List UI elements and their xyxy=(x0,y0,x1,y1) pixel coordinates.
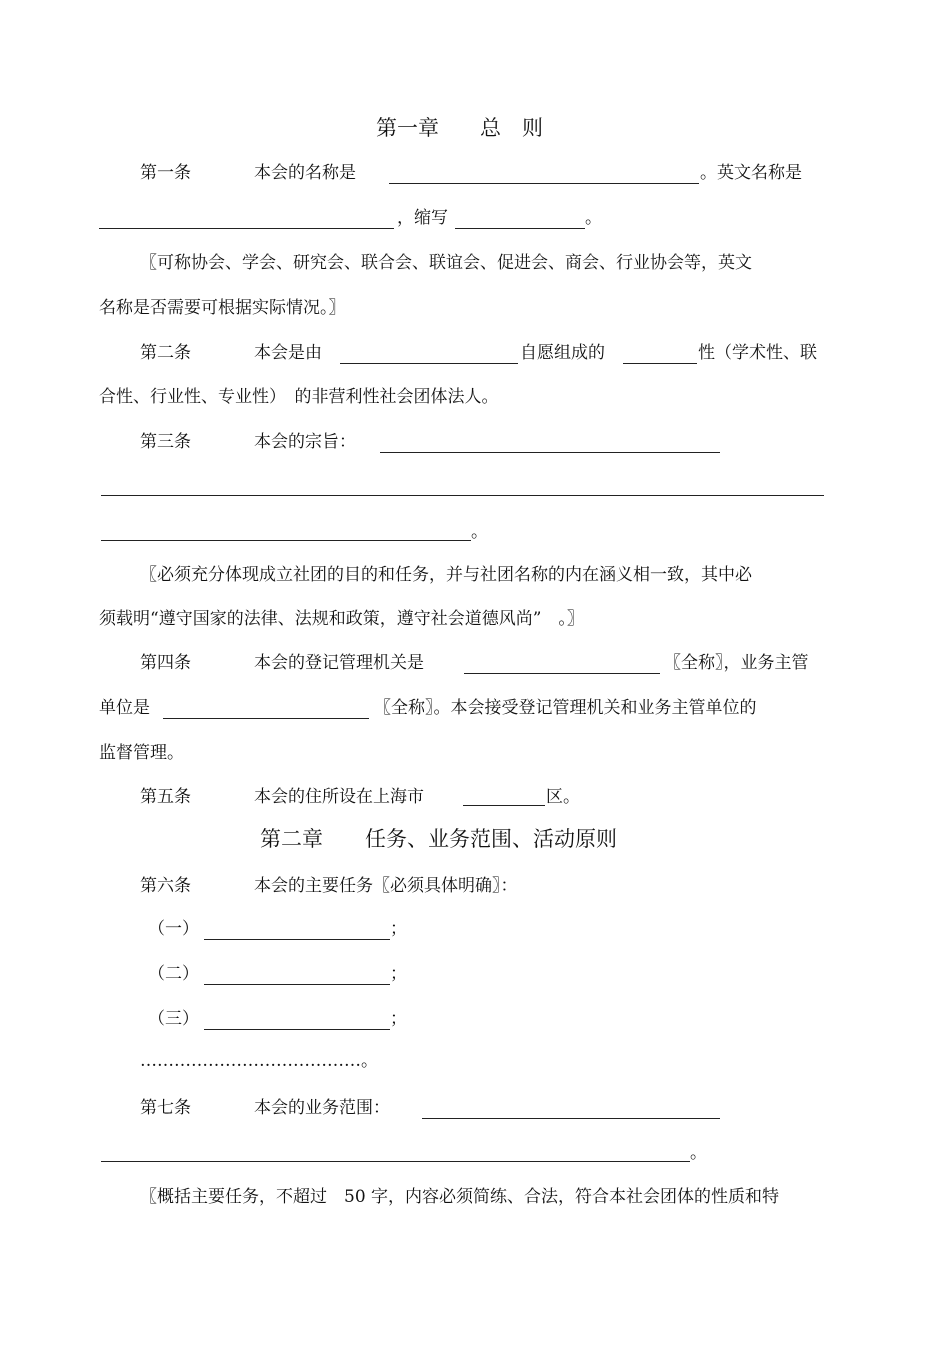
blank-business-scope-2[interactable] xyxy=(101,1161,690,1162)
article3-end: 。 xyxy=(471,522,488,542)
article3-note-line2: 须载明“遵守国家的法律、法规和政策，遵守社会道德风尚” 。〗 xyxy=(99,609,584,629)
blank-purpose-1[interactable] xyxy=(380,452,720,453)
article1-text3: ，缩写 xyxy=(397,208,448,228)
blank-purpose-2[interactable] xyxy=(101,495,824,496)
task-item-1-label: （一） xyxy=(148,919,199,939)
article2-label: 第二条 xyxy=(140,343,191,363)
article7-end: 。 xyxy=(690,1143,707,1163)
blank-chinese-name[interactable] xyxy=(389,183,699,184)
task-item-3-end: ； xyxy=(390,1009,407,1029)
article2-text4: 合性、行业性、专业性） 的非营利性社会团体法人。 xyxy=(99,387,499,407)
blank-founders[interactable] xyxy=(340,363,518,364)
article7-note-line1: 〖概括主要任务，不超过 50 字，内容必须简练、合法，符合本社会团体的性质和特 xyxy=(140,1187,780,1207)
article1-note-line1: 〖可称协会、学会、研究会、联合会、联谊会、促进会、商会、行业协会等，英文 xyxy=(140,253,752,273)
task-item-2-end: ； xyxy=(390,964,407,984)
blank-business-scope-1[interactable] xyxy=(422,1118,720,1119)
article1-text2: 。英文名称是 xyxy=(700,163,802,183)
article3-label: 第三条 xyxy=(140,432,191,452)
blank-district[interactable] xyxy=(463,805,545,806)
article4-text4: 〖全称〗。本会接受登记管理机关和业务主管单位的 xyxy=(374,698,757,718)
article1-label: 第一条 xyxy=(140,163,191,183)
article2-text1: 本会是由 xyxy=(254,343,322,363)
task-item-3-label: （三） xyxy=(148,1009,199,1029)
article1-text1: 本会的名称是 xyxy=(254,163,356,183)
task-ellipsis: …………………………………。 xyxy=(140,1051,378,1071)
blank-nature[interactable] xyxy=(623,363,697,364)
article6-text1: 本会的主要任务〖必须具体明确〗： xyxy=(254,876,518,896)
blank-purpose-3[interactable] xyxy=(101,540,471,541)
article5-label: 第五条 xyxy=(140,787,191,807)
chapter1-title: 第一章 xyxy=(376,116,439,140)
blank-english-name[interactable] xyxy=(99,228,394,229)
blank-task-2[interactable] xyxy=(204,984,390,985)
article2-text2: 自愿组成的 xyxy=(520,343,605,363)
task-item-2-label: （二） xyxy=(148,964,199,984)
article4-label: 第四条 xyxy=(140,653,191,673)
chapter2-title: 第二章 xyxy=(260,827,323,851)
article4-text3: 单位是 xyxy=(99,698,150,718)
article7-label: 第七条 xyxy=(140,1098,191,1118)
article5-text2: 区。 xyxy=(546,787,580,807)
article6-label: 第六条 xyxy=(140,876,191,896)
article1-note-line2: 名称是否需要可根据实际情况。〗 xyxy=(99,298,346,318)
task-item-1-end: ； xyxy=(390,919,407,939)
article7-text1: 本会的业务范围： xyxy=(254,1098,390,1118)
article4-text1: 本会的登记管理机关是 xyxy=(254,653,424,673)
article3-note-line1: 〖必须充分体现成立社团的目的和任务，并与社团名称的内在涵义相一致，其中必 xyxy=(140,565,752,585)
blank-supervisory-unit[interactable] xyxy=(163,718,369,719)
chapter2-name: 任务、业务范围、活动原则 xyxy=(365,827,617,851)
article4-text5: 监督管理。 xyxy=(99,743,184,763)
article1-end: 。 xyxy=(585,208,602,228)
article4-text2: 〖全称〗，业务主管 xyxy=(664,653,809,673)
article5-text1: 本会的住所设在上海市 xyxy=(254,787,424,807)
article3-text1: 本会的宗旨： xyxy=(254,432,356,452)
blank-registration-authority[interactable] xyxy=(464,673,660,674)
blank-abbreviation[interactable] xyxy=(455,228,585,229)
article2-text3: 性（学术性、联 xyxy=(698,343,817,363)
blank-task-1[interactable] xyxy=(204,939,390,940)
blank-task-3[interactable] xyxy=(204,1029,390,1030)
chapter1-name: 总 则 xyxy=(480,116,543,140)
